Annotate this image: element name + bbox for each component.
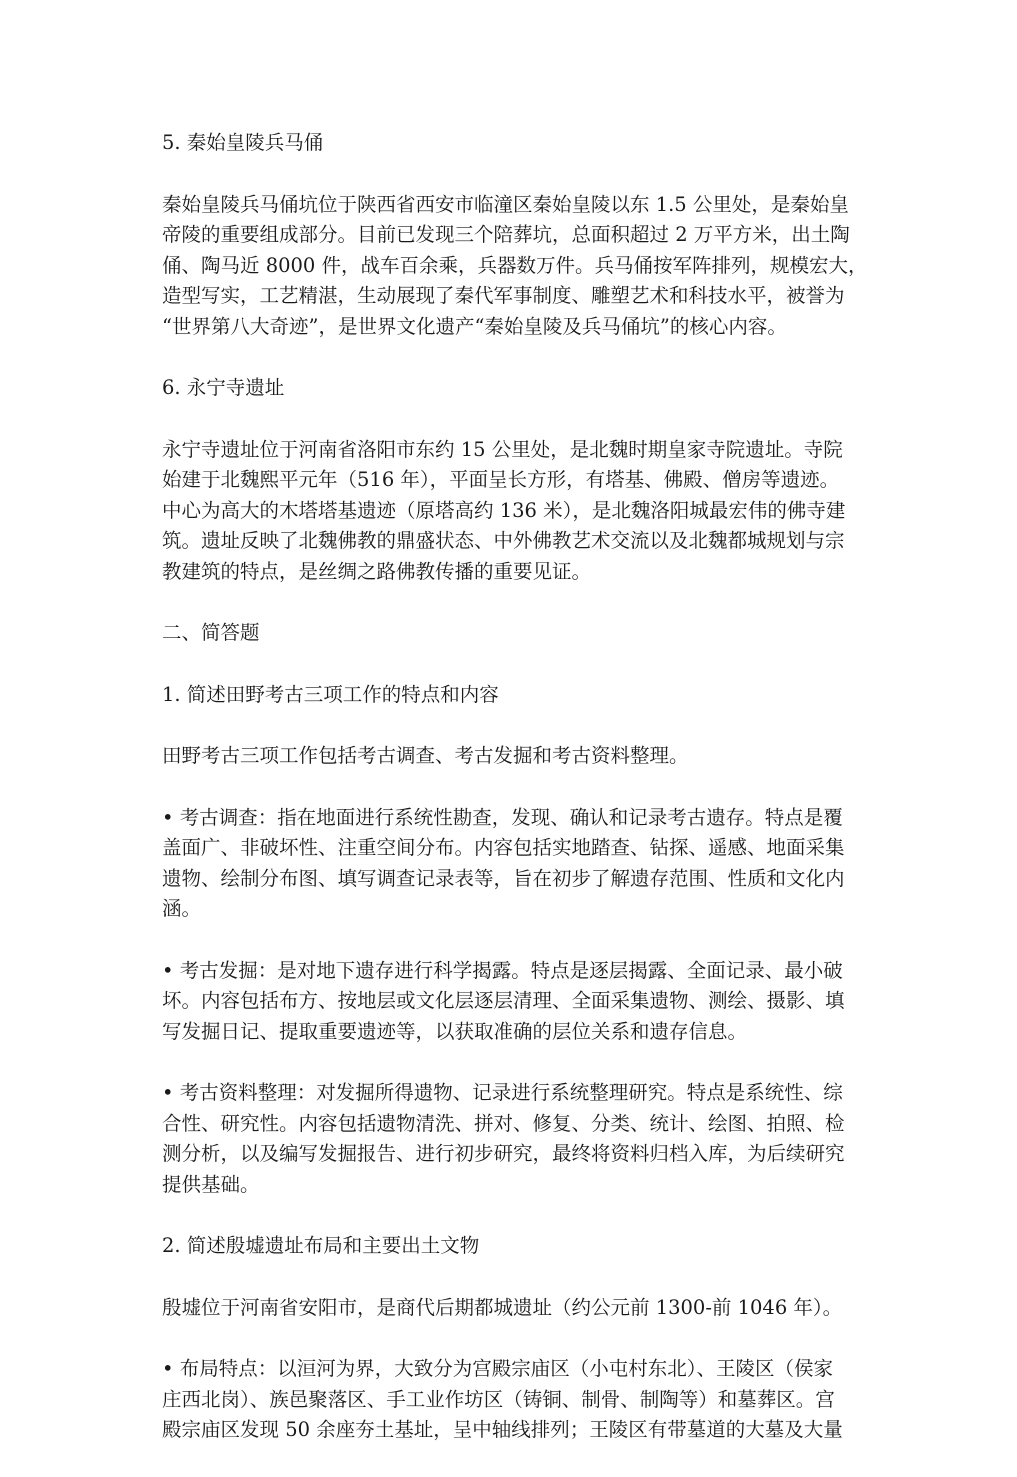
section-heading: 5. 秦始皇陵兵马俑 xyxy=(162,131,324,154)
paragraph xyxy=(162,190,868,343)
text-line: 始建于北魏熙平元年（516 年），平面呈长方形，有塔基、佛殿、僧房等遗迹。 xyxy=(162,468,840,491)
bullet-item xyxy=(162,1078,862,1200)
document-page xyxy=(162,128,868,1477)
text-line: 教建筑的特点，是丝绸之路佛教传播的重要见证。 xyxy=(162,559,592,583)
part-heading: 二、简答题 xyxy=(162,621,260,644)
paragraph xyxy=(162,435,862,588)
text-line: 庄西北岗）、族邑聚落区、手工业作坊区（铸铜、制骨、制陶等）和墓葬区。宫 xyxy=(162,1387,835,1411)
text-line: 殿宗庙区发现 50 余座夯土基址，呈中轴线排列；王陵区有带墓道的大墓及大量 xyxy=(162,1418,843,1441)
text-line: “世界第八大奇迹”，是世界文化遗产“秦始皇陵及兵马俑坑”的核心内容。 xyxy=(162,314,787,338)
paragraph xyxy=(162,741,862,772)
text-line: • 布局特点：以洹河为界，大致分为宫殿宗庙区（小屯村东北）、王陵区（侯家 xyxy=(162,1357,833,1380)
text-line: 合性、研究性。内容包括遗物清洗、拼对、修复、分类、统计、绘图、拍照、检 xyxy=(162,1111,845,1135)
text-line: 遗物、绘制分布图、填写调查记录表等，旨在初步了解遗存范围、性质和文化内 xyxy=(162,866,845,890)
text-line: 造型写实，工艺精湛，生动展现了秦代军事制度、雕塑艺术和科技水平，被誉为 xyxy=(162,284,845,307)
bullet-item xyxy=(162,803,862,925)
text-line: 提供基础。 xyxy=(162,1172,260,1196)
text-line: 永宁寺遗址位于河南省洛阳市东约 15 公里处，是北魏时期皇家寺院遗址。寺院 xyxy=(162,437,843,461)
text-line: 测分析，以及编写发掘报告、进行初步研究，最终将资料归档入库，为后续研究 xyxy=(162,1142,845,1165)
question-heading: 2. 简述殷墟遗址布局和主要出土文物 xyxy=(162,1234,480,1257)
text-line: 田野考古三项工作包括考古调查、考古发掘和考古资料整理。 xyxy=(162,744,689,767)
text-line: 殷墟位于河南省安阳市，是商代后期都城遗址（约公元前 1300-前 1046 年）。 xyxy=(162,1295,843,1319)
bullet-item xyxy=(162,1354,862,1446)
text-line: 中心为高大的木塔塔基遗迹（原塔高约 136 米），是北魏洛阳城最宏伟的佛寺建 xyxy=(162,498,846,522)
text-line: • 考古调查：指在地面进行系统性勘查，发现、确认和记录考古遗存。特点是覆 xyxy=(162,805,843,829)
text-line: • 考古发掘：是对地下遗存进行科学揭露。特点是逐层揭露、全面记录、最小破 xyxy=(162,958,843,982)
bullet-item xyxy=(162,956,862,1048)
text-line: 筑。遗址反映了北魏佛教的鼎盛状态、中外佛教艺术交流以及北魏都城规划与宗 xyxy=(162,529,845,552)
paragraph xyxy=(162,1293,862,1324)
text-line: 秦始皇陵兵马俑坑位于陕西省西安市临潼区秦始皇陵以东 1.5 公里处，是秦始皇 xyxy=(162,192,849,216)
text-line: 盖面广、非破坏性、注重空间分布。内容包括实地踏查、钻探、遥感、地面采集 xyxy=(162,836,845,859)
text-line: • 考古资料整理：对发掘所得遗物、记录进行系统整理研究。特点是系统性、综 xyxy=(162,1081,843,1104)
text-line: 俑、陶马近 8000 件，战车百余乘，兵器数万件。兵马俑按军阵排列，规模宏大， xyxy=(162,253,868,277)
section-heading: 6. 永宁寺遗址 xyxy=(162,376,285,399)
text-line: 帝陵的重要组成部分。目前已发现三个陪葬坑，总面积超过 2 万平方米，出土陶 xyxy=(162,223,850,246)
text-line: 坏。内容包括布方、按地层或文化层逐层清理、全面采集遗物、测绘、摄影、填 xyxy=(162,989,845,1012)
text-line: 写发掘日记、提取重要遗迹等，以获取准确的层位关系和遗存信息。 xyxy=(162,1019,748,1043)
text-line: 涵。 xyxy=(162,897,202,920)
question-heading: 1. 简述田野考古三项工作的特点和内容 xyxy=(162,682,499,706)
